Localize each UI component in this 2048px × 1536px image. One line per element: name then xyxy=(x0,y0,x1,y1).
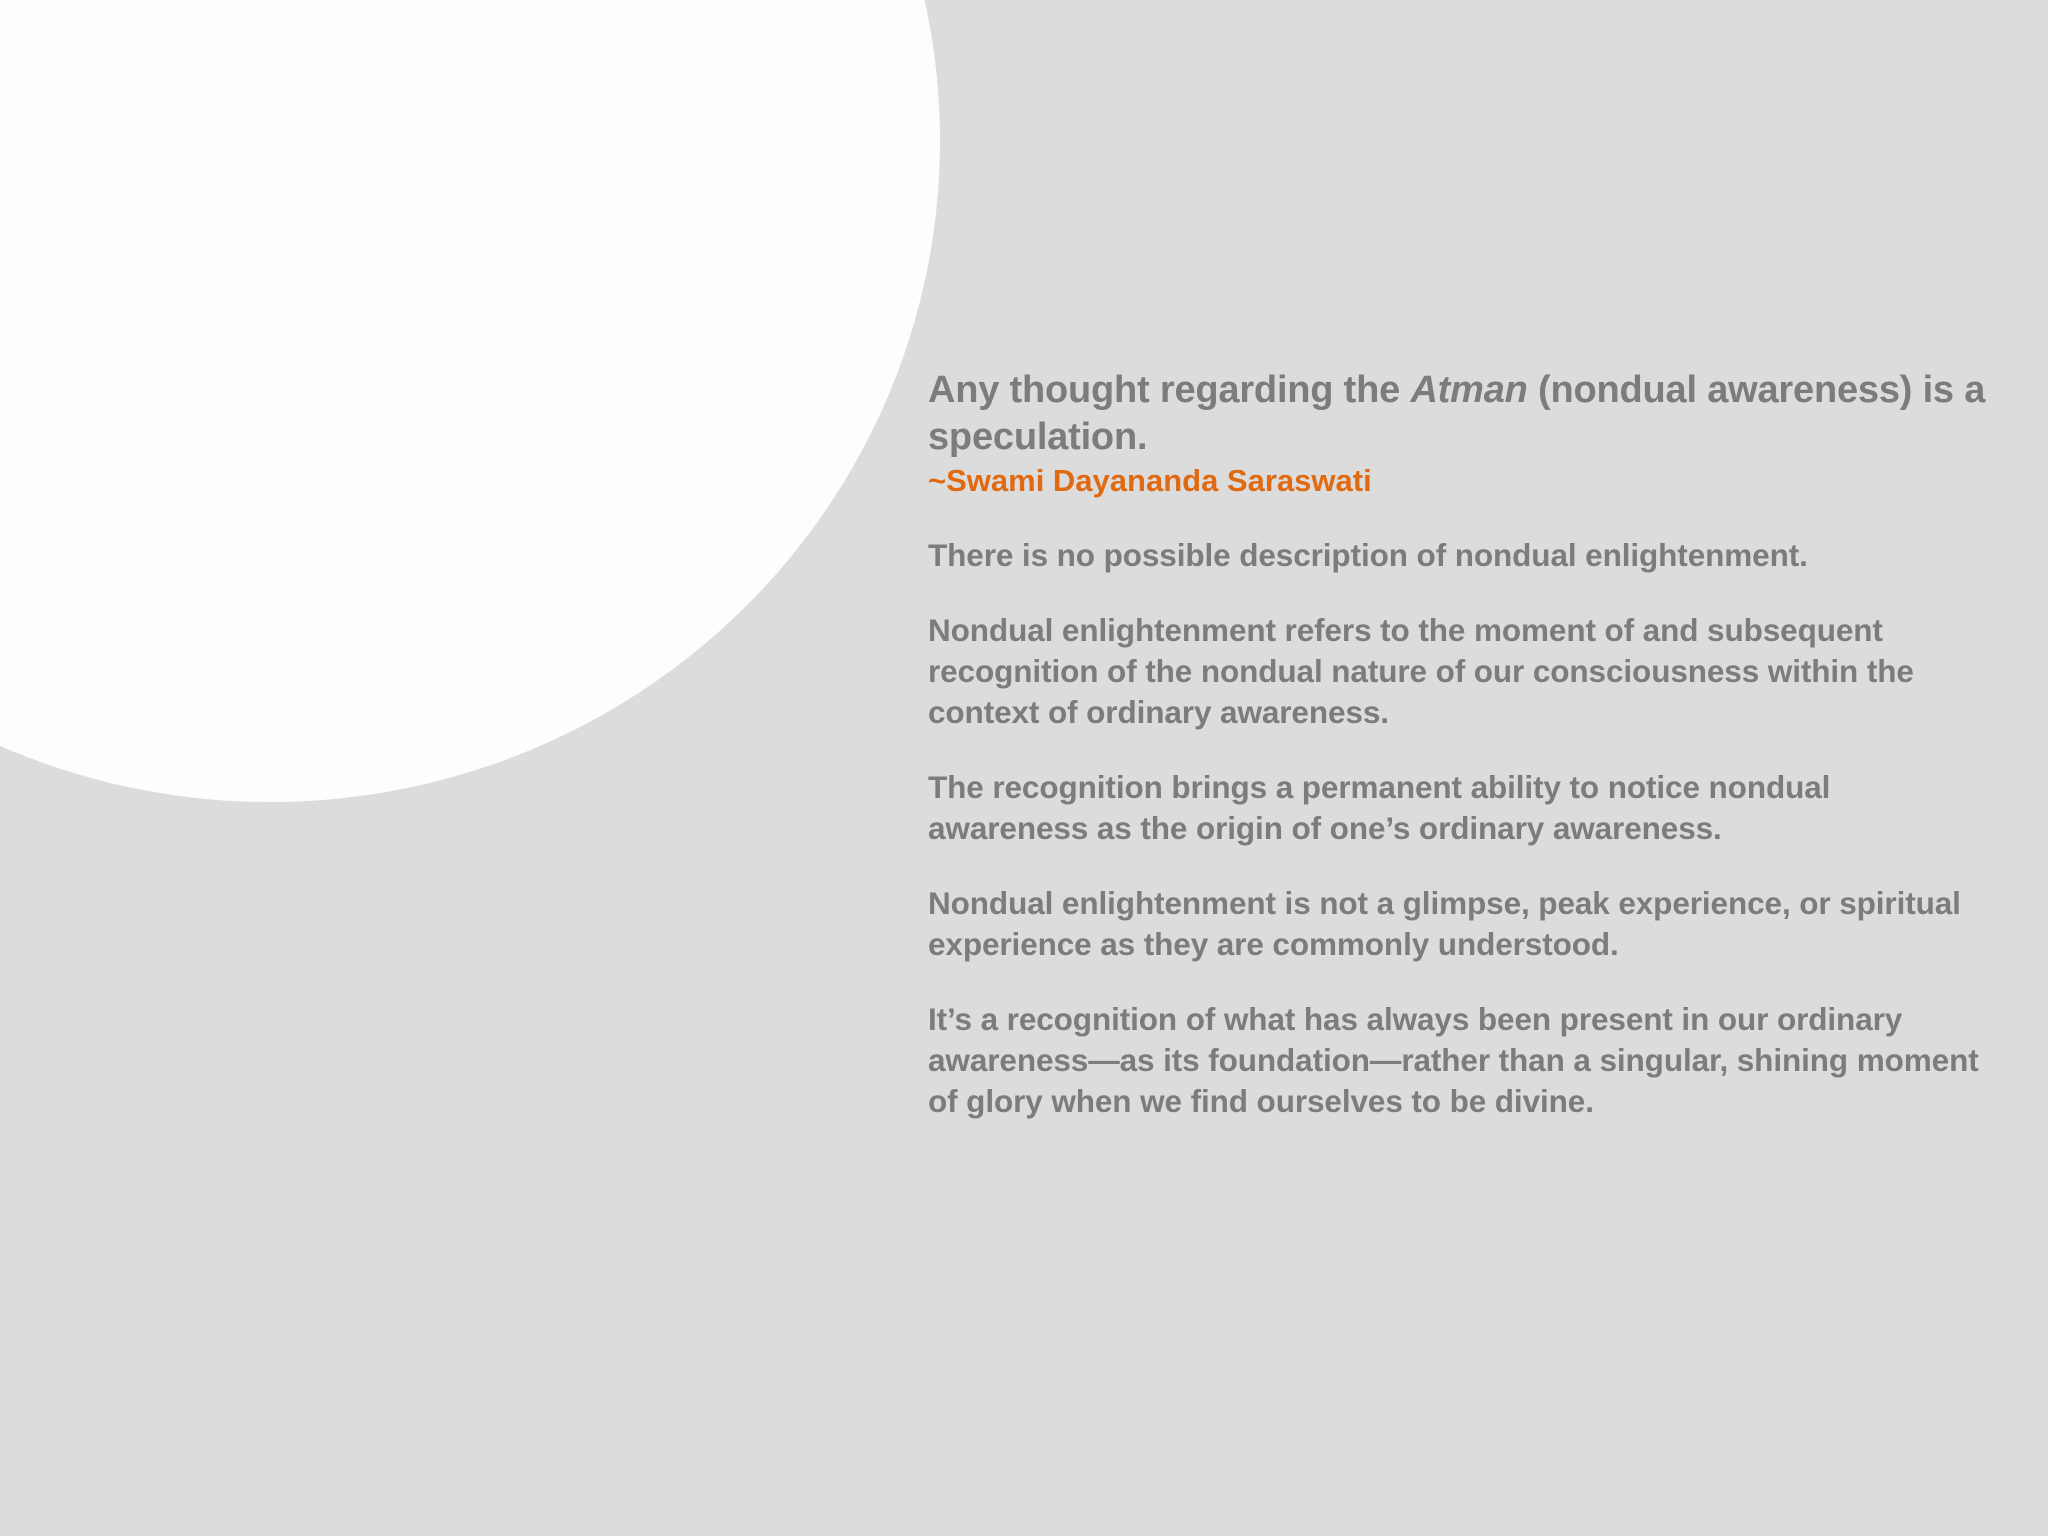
paragraph-4: Nondual enlightenment is not a glimpse, peak experience, or spiritual experience as they are commonly understood. xyxy=(928,885,1961,962)
quote-attribution: ~Swami Dayananda Saraswati xyxy=(928,463,1372,498)
paragraph-3: The recognition brings a permanent ability to notice nondual awareness as the origin of one’s ordinary awareness. xyxy=(928,769,1831,846)
paragraph-5: It’s a recognition of what has always been present in our ordinary awareness—as its foundation—rather than a singular, shining moment of glory when we find ourselves to be divine. xyxy=(928,1001,1979,1119)
paragraph-1: There is no possible description of nondual enlightenment. xyxy=(928,537,1808,573)
quote-text-start: Any thought regarding the xyxy=(928,369,1411,411)
text-content xyxy=(928,367,1988,1156)
quote-text xyxy=(928,367,1988,461)
decorative-circle xyxy=(0,0,940,802)
quote-emphasis: Atman xyxy=(1410,369,1528,411)
quote-text-end: (nondual awareness) is a speculation. xyxy=(928,369,1986,458)
paragraph-2: Nondual enlightenment refers to the moment of and subsequent recognition of the nondual nature of our consciousness within the context of ordinary awareness. xyxy=(928,612,1914,730)
